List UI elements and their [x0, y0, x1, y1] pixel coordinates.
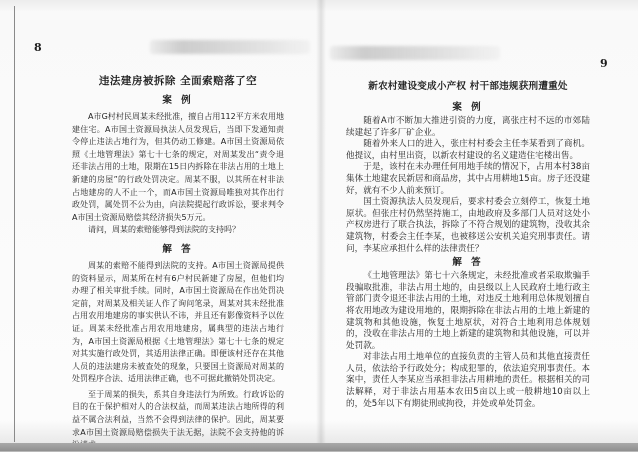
answer-heading: 解 答: [452, 257, 484, 269]
page-left: [72, 74, 284, 440]
page-header-decoration-left: [150, 40, 310, 54]
question-text: 请问，周某的索赔能够得到法院的支持吗？: [88, 225, 240, 235]
answer-paragraph: 周某的索赔不能得到法院的支持。A市国土资源局提供的资料显示，周某所在村有6户村民新建了房屋，但他们均办理了相关审批手续。同时，A市国土资源局在作出处罚决定前，对周某及相关证人作了询问笔录，周某对其未经批准占用农用地建房的事实供认不讳，并且还有影像资料予以佐证。周某未经批准占用农用地建房，属典型的违法占地行为，A市国土资源局根据《土地管理法》第七十七条的规定对其实施行政处罚，其适用法律正确。即便该村还存在其他人员的违法建房未被查处的现象，只要国土资源局对周某的处罚程序合法、适用法律正确，也不可据此撤销处罚决定。: [72, 260, 284, 384]
case-paragraph: A市G村村民周某未经批准，擅自占用112平方米农用地建住宅。A市国土资源局执法人员发现后，当即下发通知责令停止违法占地行为，但其仍动工修建。A市国土资源局依照《土地管理法》第七十七条的规定，对周某发出“责令退还非法占用的土地，限期在15日内拆除在非法占用的土地上新建的房屋”的行政处罚决定。周某不服，以其所在村非法占地建房的人不止一个，而A市国土资源局唯独对其作出行政处罚，属处罚不公为由，向法院提起行政诉讼，要求判令A市国土资源局赔偿其经济损失5万元。: [72, 112, 284, 222]
case-paragraph: 于是，该村在未办理任何用地手续的情况下，占用本村38亩集体土地建农民新居和商品房，其中占用耕地15亩。房子还没建好，就有不少人前来预订。: [346, 162, 590, 196]
answer-heading: 解 答: [162, 243, 194, 255]
answer-paragraph: 至于周某的损失，系其自身违法行为所致。行政诉讼的目的在于保护相对人的合法权益，而周某违法占地所得的利益不属合法利益，当然不会得到法律的保护。因此，周某要求A市国土资源局赔偿损失于法无据，法院不会支持他的诉: [72, 389, 284, 437]
case-heading: 案 例: [452, 102, 484, 113]
page-right: [346, 80, 590, 440]
article-title: 违法建房被拆除 全面索赔落了空: [98, 75, 258, 87]
page-number-right: 9: [600, 57, 608, 70]
answer-paragraph: 《土地管理法》第七十六条规定，未经批准或者采取欺骗手段骗取批准，非法占用土地的，由县级以上人民政府土地行政主管部门责令退还非法占用的土地，对违反土地利用总体规划擅自将农用地改为建设用地的，限期拆除在非法占用的土地上新建的建筑物和其他设施，恢复土地原状，对符合土地利用总体规划的，没收在非法占用的土地上新建的建筑物和其他设施，可以并处罚款。: [346, 271, 590, 351]
case-paragraph: 国土资源执法人员发现后，要求村委会立刻停工，恢复土地原状。但张庄村仍然坚持施工，由地政府及多部门人员对这处小产权房进行了联合执法，拆除了不符合规划的建筑物，没收其余建筑物，村委会主任李某，也被移送公安机关追究刑事责任。请问，李某应承担什么样的法律责任？: [346, 197, 590, 254]
page-header-decoration-right: [330, 46, 500, 60]
book-gutter: [316, 0, 326, 443]
case-paragraph: 随着外来人口的进入，张庄村村委会主任李某看到了商机。他提议，由村里出资，以新农村建设的名义建造住宅楼出售。: [346, 139, 590, 161]
case-heading: 案 例: [162, 95, 194, 106]
scan-left-edge: [14, 6, 15, 442]
scan-bottom-shadow: [0, 443, 638, 451]
article-title: 新农村建设变成小产权 村干部违规获刑遭重处: [368, 81, 568, 92]
page-number-left: 8: [34, 41, 42, 54]
answer-paragraph: 对非法占用土地单位的直接负责的主管人员和其他直接责任人员，依法给予行政处分；构成犯罪的，依法追究刑事责任。本案中，责任人李某应当承担非法占用耕地的责任。根据相关的司法解释，对于非法占用基本农田5亩以上或一般耕地10亩以上的，处5年以下有期徒刑或拘役，并处或单处罚金。: [346, 352, 590, 409]
case-paragraph: 随着A市不断加大推进引资的力度，离张庄村不远的市郊陆续建起了许多厂矿企业。: [346, 116, 590, 138]
